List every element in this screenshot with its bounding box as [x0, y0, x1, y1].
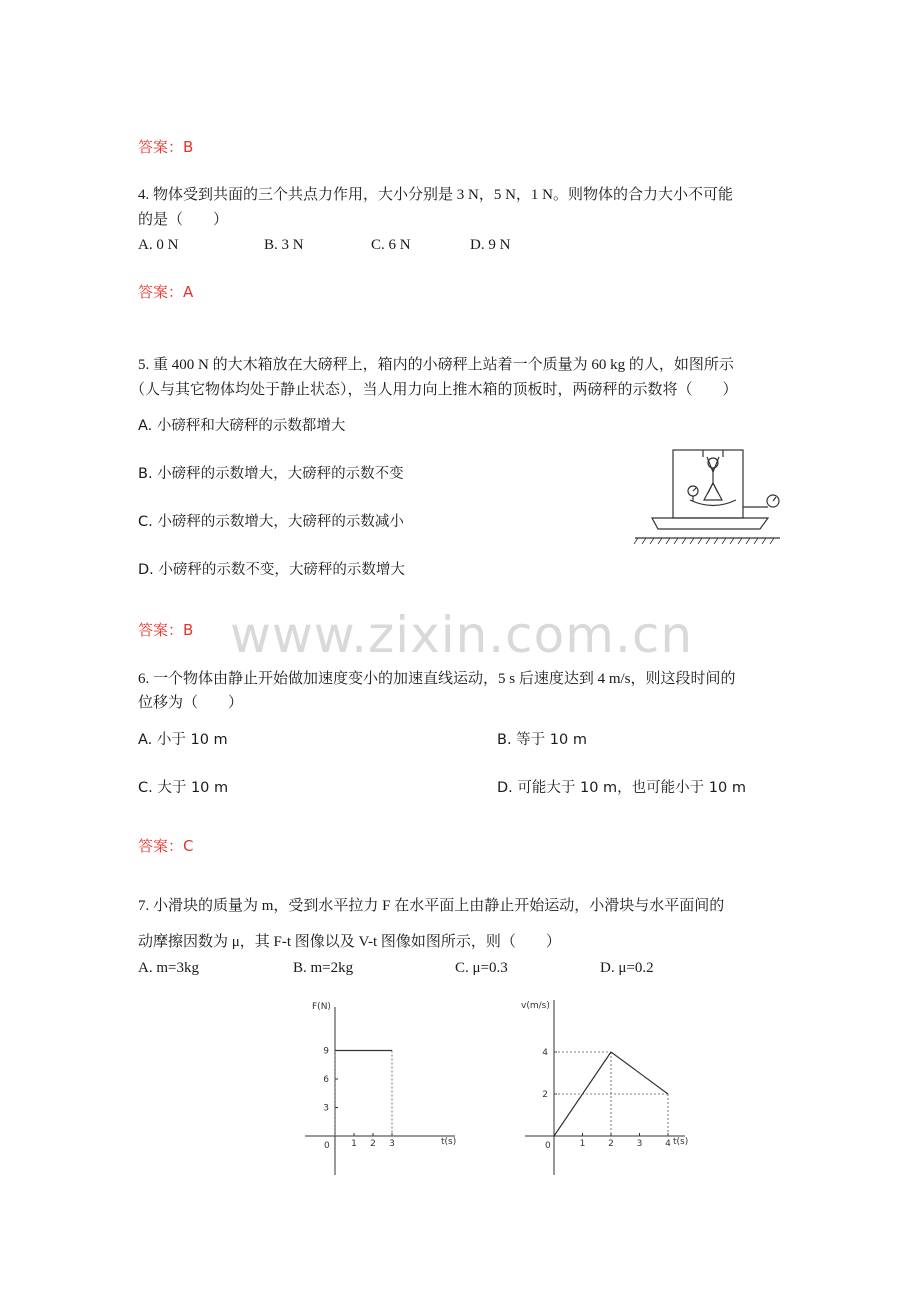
f-t-x-tick-label: 1 [351, 1139, 357, 1149]
q5-option-d: D. 小磅秤的示数不变，大磅秤的示数增大 [138, 562, 405, 578]
q6-stem-line1: 6. 一个物体由静止开始做加速度变小的加速直线运动，5 s 后速度达到 4 m/s，则这段时间的 [138, 671, 736, 687]
q5-option-a: A. 小磅秤和大磅秤的示数都增大 [138, 418, 346, 434]
v-t-x-tick-label: 2 [608, 1139, 614, 1149]
f-t-x-tick-label: 3 [389, 1139, 395, 1149]
v-t-x-tick-label: 1 [579, 1139, 586, 1149]
v-t-xlabel: t(s) [673, 1137, 689, 1147]
q5-stem-line2: （人与其它物体均处于静止状态），当人用力向上推木箱的顶板时，两磅秤的示数将（ ） [130, 382, 738, 398]
q7-option-c: C. μ=0.3 [455, 960, 508, 976]
answer-q5: 答案：B [138, 621, 194, 639]
q4-option-b: B. 3 N [264, 237, 304, 253]
answer-q6: 答案：C [138, 837, 194, 855]
q6-option-d: D. 可能大于 10 m，也可能小于 10 m [497, 780, 746, 796]
q7-stem-line2: 动摩擦因数为 μ，其 F-t 图像以及 V-t 图像如图所示，则（ ） [138, 934, 561, 950]
q7-option-a: A. m=3kg [138, 960, 199, 976]
q7-option-b: B. m=2kg [293, 960, 354, 976]
q5-option-b: B. 小磅秤的示数增大，大磅秤的示数不变 [138, 466, 404, 482]
v-t-y-tick-label: 4 [542, 1048, 548, 1058]
q7-stem-line1: 7. 小滑块的质量为 m，受到水平拉力 F 在水平面上由静止开始运动，小滑块与水平面间的 [138, 898, 725, 914]
f-t-chart [300, 995, 470, 1180]
q4-option-d: D. 9 N [470, 237, 511, 253]
big-scale [652, 518, 768, 529]
f-t-y-tick-label: 6 [323, 1075, 329, 1085]
q5-option-c: C. 小磅秤的示数增大，大磅秤的示数减小 [138, 514, 404, 530]
f-t-y-tick-label: 3 [323, 1103, 329, 1114]
q4-option-c: C. 6 N [371, 237, 411, 253]
q4-stem-line1: 4. 物体受到共面的三个共点力作用，大小分别是 3 N，5 N，1 N。则物体的合力大小不可能 [138, 187, 734, 203]
q7-option-d: D. μ=0.2 [600, 960, 654, 976]
v-t-origin: 0 [545, 1141, 551, 1151]
q5-stem-line1: 5. 重 400 N 的大木箱放在大磅秤上，箱内的小磅秤上站着一个质量为 60 kg 的人，如图所示 [138, 357, 734, 373]
v-t-chart [515, 995, 695, 1180]
answer-q3: 答案：B [138, 138, 194, 156]
v-t-ylabel: v(m/s) [521, 1001, 550, 1011]
v-t-x-tick-label: 3 [636, 1139, 643, 1149]
q4-stem-line2: 的是（ ） [138, 212, 229, 228]
v-t-x-tick-label: 4 [665, 1139, 671, 1149]
f-t-y-tick-label: 9 [323, 1046, 329, 1057]
q6-option-c: C. 大于 10 m [138, 780, 229, 796]
f-t-x-tick-label: 2 [370, 1139, 376, 1149]
q6-option-a: A. 小于 10 m [138, 732, 228, 748]
watermark: www.zixin.com.cn [230, 606, 694, 664]
f-t-ylabel: F(N) [312, 1002, 331, 1012]
q4-option-a: A. 0 N [138, 237, 179, 253]
v-t-y-tick-label: 2 [542, 1090, 548, 1100]
q6-stem-line2: 位移为（ ） [138, 695, 244, 711]
f-t-xlabel: t(s) [441, 1137, 457, 1147]
v-t-series-segment [611, 1052, 668, 1094]
answer-q4: 答案：A [138, 283, 194, 301]
q6-option-b: B. 等于 10 m [497, 732, 587, 748]
f-t-origin: 0 [324, 1141, 330, 1151]
scale-figure [630, 445, 790, 545]
